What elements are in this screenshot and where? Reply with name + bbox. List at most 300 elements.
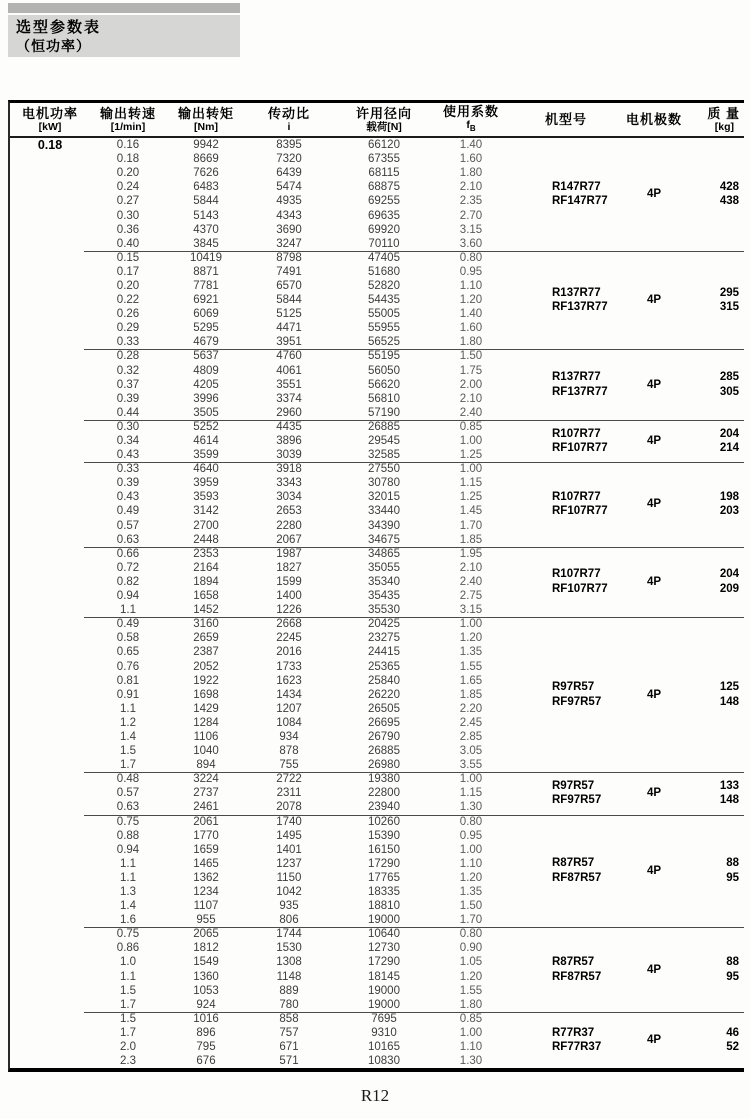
table-row (10, 237, 744, 251)
mass-value-line: 428 (719, 180, 739, 193)
motor-poles-line: 4P (646, 188, 662, 201)
load-cell: 23940 (368, 801, 400, 814)
table-row (10, 335, 744, 349)
model-group (10, 617, 744, 772)
col-header-mass: 质 量 [kg] (707, 106, 740, 133)
table-row (10, 490, 744, 504)
mass-value-line: 315 (719, 301, 739, 314)
speed-cell: 0.43 (116, 449, 140, 462)
torque-cell: 6483 (193, 181, 219, 194)
motor-poles-line: 4P (646, 378, 662, 391)
table-row (10, 462, 744, 476)
service-factor-cell: 1.10 (459, 857, 483, 870)
torque-cell: 1922 (193, 674, 219, 687)
table-row (10, 702, 744, 716)
speed-cell: 1.7 (120, 759, 136, 772)
model-designation-line: RF77R37 (552, 1041, 602, 1053)
load-cell: 35340 (368, 575, 400, 588)
ratio-cell: 5474 (276, 181, 302, 194)
speed-cell: 1.4 (120, 730, 136, 743)
table-row (10, 913, 744, 927)
motor-poles-line: 4P (646, 1034, 662, 1046)
service-factor-cell: 0.85 (459, 420, 483, 433)
speed-cell: 0.43 (116, 491, 140, 504)
speed-cell: 0.30 (116, 209, 140, 222)
mass-value-line: 305 (719, 385, 739, 398)
service-factor-cell: 1.20 (459, 871, 483, 884)
mass-value-line: 125 (719, 681, 739, 694)
table-row (10, 476, 744, 490)
service-factor-cell: 1.10 (459, 279, 483, 292)
table-row (10, 349, 744, 363)
torque-cell: 3505 (193, 406, 219, 419)
load-cell: 15390 (368, 829, 400, 842)
service-factor-cell: 1.95 (459, 547, 483, 560)
ratio-cell: 1623 (276, 674, 302, 687)
model-designation-line: RF97R57 (552, 695, 602, 708)
service-factor-cell: 1.65 (459, 674, 483, 687)
service-factor-cell: 1.70 (459, 914, 483, 927)
speed-cell: 0.63 (116, 533, 140, 546)
table-row (10, 180, 744, 194)
load-cell: 57190 (368, 406, 400, 419)
col-header-output-speed: 输出转速 [1/min] (99, 106, 156, 133)
service-factor-cell: 1.70 (459, 519, 483, 532)
load-cell: 55195 (368, 350, 400, 363)
table-row (10, 603, 744, 617)
table-row (10, 152, 744, 166)
load-cell: 69635 (368, 209, 400, 222)
load-cell: 32585 (368, 449, 400, 462)
title-box (8, 15, 240, 57)
table-row (10, 434, 744, 448)
ratio-cell: 1744 (276, 928, 302, 941)
model-group (10, 547, 744, 617)
load-cell: 17290 (368, 857, 400, 870)
torque-cell: 2448 (193, 533, 219, 546)
ratio-cell: 1733 (276, 660, 302, 673)
torque-cell: 1549 (193, 956, 219, 969)
load-cell: 30780 (368, 477, 400, 490)
page-subtitle: （恒功率） (16, 38, 91, 54)
service-factor-cell: 1.75 (459, 364, 483, 377)
speed-cell: 0.18 (116, 153, 140, 166)
service-factor-cell: 1.30 (459, 1055, 483, 1068)
torque-cell: 2461 (193, 801, 219, 814)
ratio-cell: 4435 (276, 420, 302, 433)
table-row (10, 1012, 744, 1026)
load-cell: 10640 (368, 928, 400, 941)
torque-cell: 2164 (193, 561, 219, 574)
service-factor-cell: 1.80 (459, 998, 483, 1011)
load-cell: 67355 (368, 153, 400, 166)
table-row (10, 927, 744, 941)
torque-cell: 3959 (193, 477, 219, 490)
service-factor-cell: 1.00 (459, 435, 483, 448)
motor-poles-line: 4P (646, 864, 662, 877)
load-cell: 66120 (368, 139, 400, 152)
speed-cell: 0.63 (116, 801, 140, 814)
speed-cell: 0.32 (116, 364, 140, 377)
load-cell: 29545 (368, 435, 400, 448)
ratio-cell: 3951 (276, 336, 302, 349)
table-row (10, 871, 744, 885)
torque-cell: 3224 (193, 773, 219, 786)
torque-cell: 1016 (193, 1012, 219, 1025)
torque-cell: 795 (196, 1041, 216, 1054)
service-factor-cell: 0.90 (459, 942, 483, 955)
service-factor-cell: 2.40 (459, 575, 483, 588)
table-row (10, 716, 744, 730)
load-cell: 55005 (368, 308, 400, 321)
table-row (10, 1054, 744, 1068)
load-cell: 54435 (368, 294, 400, 307)
model-designation-line: RF107R77 (552, 582, 608, 595)
model-designation-line: R137R77 (552, 371, 601, 384)
ratio-cell: 4061 (276, 364, 302, 377)
service-factor-cell: 0.95 (459, 829, 483, 842)
load-cell: 25365 (368, 660, 400, 673)
ratio-cell: 1150 (276, 871, 302, 884)
ratio-cell: 5844 (276, 294, 302, 307)
load-cell: 17765 (368, 871, 400, 884)
table-row (10, 575, 744, 589)
table-row (10, 448, 744, 462)
col-header-service-factor: 使用系数 $f_B$ (442, 103, 499, 134)
speed-cell: 0.33 (116, 463, 140, 476)
ratio-cell: 1237 (276, 857, 302, 870)
speed-cell: 0.20 (116, 167, 140, 180)
load-cell: 12730 (368, 942, 400, 955)
torque-cell: 5252 (193, 420, 219, 433)
table-header-row (10, 103, 744, 138)
load-cell: 52820 (368, 279, 400, 292)
table-row (10, 519, 744, 533)
ratio-cell: 7491 (276, 265, 302, 278)
table-row (10, 378, 744, 392)
speed-cell: 0.17 (116, 265, 140, 278)
ratio-cell: 3551 (276, 378, 302, 391)
motor-poles-line: 4P (646, 575, 662, 588)
load-cell: 20425 (368, 618, 400, 631)
torque-cell: 1107 (193, 900, 219, 913)
speed-cell: 0.72 (116, 561, 140, 574)
service-factor-cell: 1.20 (459, 294, 483, 307)
table-row (10, 659, 744, 673)
load-cell: 9310 (371, 1026, 397, 1039)
service-factor-cell: 3.15 (459, 604, 483, 617)
table-row (10, 138, 744, 152)
torque-cell: 5143 (193, 209, 219, 222)
service-factor-cell: 1.60 (459, 153, 483, 166)
col-header-output-torque: 输出转矩 [Nm] (177, 106, 234, 133)
load-cell: 51680 (368, 265, 400, 278)
table-body (10, 138, 744, 1068)
load-cell: 18145 (368, 970, 400, 983)
service-factor-cell: 1.85 (459, 533, 483, 546)
model-group (10, 349, 744, 419)
page-title: 选型参数表 (16, 19, 102, 36)
speed-cell: 1.5 (120, 984, 136, 997)
load-cell: 26790 (368, 730, 400, 743)
table-row (10, 194, 744, 208)
ratio-cell: 3918 (276, 463, 302, 476)
service-factor-cell: 1.30 (459, 801, 483, 814)
speed-cell: 0.30 (116, 420, 140, 433)
mass-value-line: 214 (719, 442, 739, 455)
load-cell: 26220 (368, 688, 400, 701)
torque-cell: 1429 (193, 702, 219, 715)
ratio-cell: 1084 (276, 716, 302, 729)
torque-cell: 924 (196, 998, 216, 1011)
ratio-cell: 4343 (276, 209, 302, 222)
torque-cell: 5844 (193, 195, 219, 208)
service-factor-cell: 1.80 (459, 336, 483, 349)
speed-cell: 0.75 (116, 815, 140, 828)
ratio-cell: 1987 (276, 547, 302, 560)
speed-cell: 0.49 (116, 618, 140, 631)
torque-cell: 3845 (193, 237, 219, 250)
torque-cell: 2700 (193, 519, 219, 532)
table-row (10, 617, 744, 631)
ratio-cell: 7320 (276, 153, 302, 166)
table-row (10, 420, 744, 434)
mass-value-line: 46 (726, 1026, 739, 1039)
speed-cell: 0.75 (116, 928, 140, 941)
service-factor-cell: 1.55 (459, 660, 483, 673)
ratio-cell: 8798 (276, 251, 302, 264)
speed-cell: 0.20 (116, 279, 140, 292)
torque-cell: 6921 (193, 294, 219, 307)
speed-cell: 0.57 (116, 519, 140, 532)
load-cell: 26885 (368, 420, 400, 433)
model-designation-line: R137R77 (552, 286, 601, 299)
ratio-cell: 1308 (276, 956, 302, 969)
load-cell: 26980 (368, 759, 400, 772)
service-factor-cell: 1.20 (459, 632, 483, 645)
model-designation-line: RF137R77 (552, 301, 608, 314)
torque-cell: 1053 (193, 984, 219, 997)
table-row (10, 504, 744, 518)
torque-cell: 8871 (193, 265, 219, 278)
model-designation-line: R87R57 (552, 956, 595, 969)
model-designation-line: R77R37 (552, 1026, 595, 1039)
speed-cell: 0.27 (116, 195, 140, 208)
model-designation-line: R87R57 (552, 857, 595, 870)
ratio-cell: 2280 (276, 519, 302, 532)
table-row (10, 645, 744, 659)
speed-cell: 0.86 (116, 942, 140, 955)
table-row (10, 392, 744, 406)
load-cell: 56620 (368, 378, 400, 391)
model-designation-line: RF107R77 (552, 505, 608, 518)
speed-cell: 1.6 (120, 914, 136, 927)
speed-cell: 0.49 (116, 505, 140, 518)
torque-cell: 3996 (193, 392, 219, 405)
speed-cell: 0.39 (116, 392, 140, 405)
table-row (10, 970, 744, 984)
model-designation-line: R107R77 (552, 490, 601, 503)
service-factor-cell: 0.80 (459, 928, 483, 941)
speed-cell: 0.94 (116, 590, 140, 603)
table-row (10, 265, 744, 279)
selection-parameter-table (8, 100, 744, 1072)
table-row (10, 547, 744, 561)
torque-cell: 3593 (193, 491, 219, 504)
mass-value-line: 52 (726, 1041, 739, 1053)
ratio-cell: 1226 (276, 604, 302, 617)
load-cell: 55955 (368, 322, 400, 335)
load-cell: 18810 (368, 900, 400, 913)
torque-cell: 1452 (193, 604, 219, 617)
service-factor-cell: 1.35 (459, 646, 483, 659)
ratio-cell: 780 (279, 998, 299, 1011)
ratio-cell: 755 (279, 759, 299, 772)
service-factor-cell: 2.10 (459, 561, 483, 574)
service-factor-cell: 1.35 (459, 886, 483, 899)
torque-cell: 5295 (193, 322, 219, 335)
service-factor-cell: 1.00 (459, 843, 483, 856)
torque-cell: 1362 (193, 871, 219, 884)
service-factor-cell: 2.35 (459, 195, 483, 208)
model-designation-line: R107R77 (552, 427, 601, 440)
ratio-cell: 6439 (276, 167, 302, 180)
service-factor-cell: 3.05 (459, 745, 483, 758)
service-factor-cell: 1.50 (459, 900, 483, 913)
service-factor-cell: 1.15 (459, 787, 483, 800)
table-row (10, 786, 744, 800)
speed-cell: 1.2 (120, 716, 136, 729)
service-factor-cell: 1.10 (459, 1041, 483, 1054)
ratio-cell: 806 (279, 914, 299, 927)
ratio-cell: 1495 (276, 829, 302, 842)
ratio-cell: 571 (279, 1055, 299, 1068)
service-factor-cell: 1.50 (459, 350, 483, 363)
load-cell: 70110 (368, 237, 400, 250)
speed-cell: 0.66 (116, 547, 140, 560)
torque-cell: 1106 (193, 730, 219, 743)
speed-cell: 0.28 (116, 350, 140, 363)
ratio-cell: 878 (279, 745, 299, 758)
service-factor-cell: 2.40 (459, 406, 483, 419)
speed-cell: 2.0 (120, 1041, 136, 1054)
load-cell: 56050 (368, 364, 400, 377)
speed-cell: 0.76 (116, 660, 140, 673)
ratio-cell: 2016 (276, 646, 302, 659)
load-cell: 26505 (368, 702, 400, 715)
table-row (10, 758, 744, 772)
ratio-cell: 935 (279, 900, 299, 913)
service-factor-cell: 1.00 (459, 463, 483, 476)
mass-value-line: 285 (719, 371, 739, 384)
load-cell: 47405 (368, 251, 400, 264)
model-designation-line: R147R77 (552, 180, 601, 193)
load-cell: 16150 (368, 843, 400, 856)
torque-cell: 1040 (193, 745, 219, 758)
service-factor-cell: 2.70 (459, 209, 483, 222)
load-cell: 19000 (368, 914, 400, 927)
model-group (10, 1012, 744, 1068)
power-cell: 0.18 (37, 138, 63, 153)
mass-value-line: 203 (719, 505, 739, 518)
service-factor-cell: 1.05 (459, 956, 483, 969)
ratio-cell: 1400 (276, 590, 302, 603)
table-row (10, 1040, 744, 1054)
mass-value-line: 148 (719, 794, 739, 807)
ratio-cell: 1148 (276, 970, 302, 983)
table-row (10, 561, 744, 575)
service-factor-cell: 1.00 (459, 773, 483, 786)
service-factor-cell: 1.85 (459, 688, 483, 701)
torque-cell: 1234 (193, 886, 219, 899)
table-row (10, 941, 744, 955)
load-cell: 34865 (368, 547, 400, 560)
speed-cell: 1.1 (120, 970, 136, 983)
model-designation-line: RF137R77 (552, 385, 608, 398)
load-cell: 17290 (368, 956, 400, 969)
motor-poles-line: 4P (646, 498, 662, 511)
table-row (10, 293, 744, 307)
ratio-cell: 3374 (276, 392, 302, 405)
torque-cell: 7626 (193, 167, 219, 180)
mass-value-line: 133 (719, 779, 739, 792)
torque-cell: 1894 (193, 575, 219, 588)
speed-cell: 0.26 (116, 308, 140, 321)
torque-cell: 8669 (193, 153, 219, 166)
speed-cell: 1.1 (120, 702, 136, 715)
model-designation-line: RF97R57 (552, 794, 602, 807)
torque-cell: 894 (196, 759, 216, 772)
ratio-cell: 4935 (276, 195, 302, 208)
speed-cell: 1.1 (120, 604, 136, 617)
torque-cell: 4640 (193, 463, 219, 476)
service-factor-cell: 2.85 (459, 730, 483, 743)
motor-poles-line: 4P (646, 435, 662, 448)
torque-cell: 2737 (193, 787, 219, 800)
table-row (10, 674, 744, 688)
table-row (10, 589, 744, 603)
ratio-cell: 2245 (276, 632, 302, 645)
speed-cell: 0.44 (116, 406, 140, 419)
service-factor-cell: 0.80 (459, 815, 483, 828)
torque-cell: 3160 (193, 618, 219, 631)
ratio-cell: 1827 (276, 561, 302, 574)
service-factor-cell: 0.95 (459, 265, 483, 278)
ratio-cell: 3343 (276, 477, 302, 490)
torque-cell: 2061 (193, 815, 219, 828)
load-cell: 68115 (368, 167, 400, 180)
model-designation-line: RF107R77 (552, 442, 608, 455)
torque-cell: 2052 (193, 660, 219, 673)
load-cell: 19000 (368, 984, 400, 997)
service-factor-cell: 1.40 (459, 308, 483, 321)
torque-cell: 4679 (193, 336, 219, 349)
torque-cell: 6069 (193, 308, 219, 321)
speed-cell: 2.3 (120, 1055, 136, 1068)
torque-cell: 10419 (190, 251, 222, 264)
load-cell: 34675 (368, 533, 400, 546)
torque-cell: 1658 (193, 590, 219, 603)
speed-cell: 1.0 (120, 956, 136, 969)
load-cell: 7695 (371, 1012, 397, 1025)
speed-cell: 1.3 (120, 886, 136, 899)
table-row (10, 744, 744, 758)
table-row (10, 631, 744, 645)
top-strip (8, 3, 240, 13)
torque-cell: 4205 (193, 378, 219, 391)
speed-cell: 0.33 (116, 336, 140, 349)
torque-cell: 676 (196, 1055, 216, 1068)
